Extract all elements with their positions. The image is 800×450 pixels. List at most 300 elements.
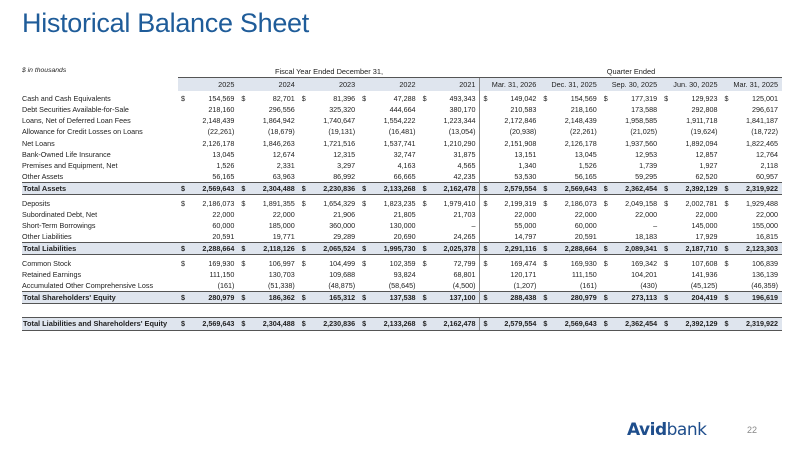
cell-value: 177,319 [631, 93, 658, 103]
cell-value: 111,150 [209, 269, 235, 279]
table-cell [601, 291, 661, 304]
table-cell [420, 160, 480, 171]
cell-value: 104,499 [329, 259, 356, 269]
table-cell [299, 220, 359, 231]
cell-value: 2,049,158 [625, 198, 658, 208]
cell-value: 2,133,268 [383, 183, 416, 193]
currency-symbol: $ [241, 292, 246, 302]
cell-value: 280,979 [208, 292, 235, 302]
table-cell [480, 220, 540, 231]
table-row [22, 104, 782, 115]
cell-value: 2,569,643 [202, 319, 235, 329]
table-cell [661, 269, 721, 280]
table-cell [540, 291, 600, 304]
cell-value: 120,171 [510, 269, 537, 279]
cell-value: 1,958,585 [625, 116, 658, 126]
table-cell [299, 149, 359, 160]
currency-symbol: $ [664, 319, 669, 329]
row-label: Other Liabilities [22, 231, 72, 241]
cell-value: 2,291,116 [504, 244, 537, 254]
table-row [22, 195, 782, 209]
cell-value: 21,805 [393, 209, 416, 219]
row-label: Short-Term Borrowings [22, 220, 96, 230]
currency-symbol: $ [241, 198, 246, 208]
currency-symbol: $ [362, 259, 367, 269]
table-cell [178, 242, 238, 255]
cell-value: (16,481) [388, 127, 416, 137]
table-cell [359, 231, 419, 242]
cell-value: 169,474 [510, 259, 537, 269]
table-cell [480, 242, 540, 255]
table-cell [178, 182, 238, 195]
cell-value: 1,823,235 [383, 198, 416, 208]
cell-value: 12,953 [635, 149, 658, 159]
cell-value: 81,396 [333, 93, 356, 103]
table-cell [722, 220, 782, 231]
table-cell [299, 269, 359, 280]
cell-value: 493,343 [449, 93, 476, 103]
table-cell [480, 269, 540, 280]
currency-symbol: $ [483, 93, 488, 103]
cell-value: 1,841,187 [746, 116, 778, 126]
currency-symbol: $ [483, 319, 488, 329]
row-label: Subordinated Debt, Net [22, 209, 98, 219]
currency-symbol: $ [664, 259, 669, 269]
total-row [22, 182, 782, 195]
table-row [22, 280, 782, 291]
cell-value: 59,295 [635, 171, 658, 181]
table-cell [722, 242, 782, 255]
table-row [22, 138, 782, 149]
currency-symbol: $ [301, 244, 306, 254]
cell-value: 14,797 [514, 231, 537, 241]
table-cell [238, 160, 298, 171]
currency-symbol: $ [362, 198, 367, 208]
cell-value: 296,556 [268, 104, 295, 114]
table-cell [178, 104, 238, 115]
balance-sheet-body [22, 91, 782, 330]
cell-value: 173,588 [631, 104, 658, 114]
cell-value: 1,911,718 [686, 116, 718, 126]
table-cell [722, 195, 782, 209]
cell-value: 19,771 [272, 231, 295, 241]
page-number: 22 [747, 425, 758, 435]
table-cell [178, 160, 238, 171]
cell-value: 60,000 [212, 220, 235, 230]
cell-value: 218,160 [208, 104, 235, 114]
currency-symbol: $ [543, 183, 548, 193]
cell-value: 2,288,664 [202, 244, 235, 254]
table-cell [722, 269, 782, 280]
cell-value: 149,042 [510, 93, 537, 103]
currency-symbol: $ [422, 183, 427, 193]
row-label: Allowance for Credit Losses on Loans [22, 127, 143, 137]
cell-value: 196,619 [752, 292, 778, 302]
cell-value: 130,000 [389, 220, 416, 230]
table-cell [601, 149, 661, 160]
cell-value: 1,721,516 [323, 138, 356, 148]
cell-value: 1,927 [699, 160, 718, 170]
cell-value: 2,304,488 [262, 319, 295, 329]
cell-value: 1,995,730 [383, 244, 416, 254]
cell-value: 22,000 [574, 209, 597, 219]
table-cell [480, 160, 540, 171]
cell-value: (51,338) [268, 280, 295, 290]
table-cell [722, 318, 782, 331]
table-cell [540, 318, 600, 331]
cell-value: 380,170 [449, 104, 476, 114]
cell-value: 1,929,488 [746, 198, 778, 208]
table-cell [480, 115, 540, 126]
table-cell [661, 149, 721, 160]
table-cell [299, 318, 359, 331]
currency-symbol: $ [483, 292, 488, 302]
cell-value: 21,703 [453, 209, 476, 219]
cell-value: 2,148,439 [202, 116, 235, 126]
cell-value: 2,186,073 [564, 198, 597, 208]
table-cell [299, 104, 359, 115]
cell-value: 137,538 [389, 292, 416, 302]
cell-value: 2,569,643 [564, 319, 597, 329]
cell-value: 42,235 [453, 171, 476, 181]
table-cell [178, 231, 238, 242]
cell-value: 63,963 [272, 171, 295, 181]
cell-value: 2,392,129 [685, 319, 718, 329]
table-cell [359, 255, 419, 269]
row-label: Common Stock [22, 259, 72, 269]
table-cell [238, 318, 298, 331]
cell-value: 1,526 [578, 160, 597, 170]
currency-symbol: $ [724, 93, 729, 103]
cell-value: – [471, 220, 476, 230]
cell-value: 22,000 [212, 209, 235, 219]
cell-value: 20,591 [212, 231, 235, 241]
table-cell [238, 220, 298, 231]
cell-value: 130,703 [268, 269, 295, 279]
table-cell [178, 138, 238, 149]
cell-value: 12,857 [695, 149, 718, 159]
table-cell [238, 182, 298, 195]
currency-symbol: $ [362, 93, 367, 103]
table-cell [420, 171, 480, 182]
table-cell [540, 231, 600, 242]
cell-value: 22,000 [514, 209, 537, 219]
cell-value: 3,297 [337, 160, 356, 170]
table-cell [601, 182, 661, 195]
cell-value: 444,664 [389, 104, 416, 114]
table-cell [238, 149, 298, 160]
row-label: Deposits [22, 198, 50, 208]
table-cell [420, 255, 480, 269]
table-cell [178, 209, 238, 220]
table-row [22, 220, 782, 231]
cell-value: 2,579,554 [504, 319, 537, 329]
cell-value: – [653, 220, 658, 230]
cell-value: 1,739 [639, 160, 658, 170]
currency-symbol: $ [181, 244, 185, 254]
cell-value: (18,679) [268, 127, 295, 137]
cell-value: 22,000 [272, 209, 295, 219]
currency-symbol: $ [724, 319, 729, 329]
table-cell [480, 126, 540, 137]
currency-symbol: $ [483, 244, 488, 254]
table-cell [178, 171, 238, 182]
currency-symbol: $ [664, 292, 669, 302]
table-cell [480, 171, 540, 182]
row-spacer [22, 304, 782, 318]
table-cell [480, 195, 540, 209]
table-cell [661, 115, 721, 126]
cell-value: 129,923 [691, 93, 718, 103]
currency-symbol: $ [422, 259, 427, 269]
currency-symbol: $ [483, 259, 488, 269]
currency-symbol: $ [603, 259, 608, 269]
cell-value: 2,118,126 [263, 244, 295, 254]
table-cell [540, 115, 600, 126]
cell-value: 204,419 [691, 292, 718, 302]
table-cell [359, 280, 419, 291]
table-cell [540, 171, 600, 182]
currency-symbol: $ [543, 244, 548, 254]
currency-symbol: $ [724, 244, 729, 254]
cell-value: 296,617 [752, 104, 778, 114]
cell-value: 2,579,554 [504, 183, 537, 193]
cell-value: 22,000 [635, 209, 658, 219]
table-cell [722, 209, 782, 220]
cell-value: 1,892,094 [685, 138, 718, 148]
cell-value: 136,139 [752, 269, 778, 279]
table-cell [238, 255, 298, 269]
table-cell [722, 231, 782, 242]
table-cell [661, 91, 721, 104]
currency-symbol: $ [724, 198, 729, 208]
column-header: 2023 [299, 77, 359, 91]
table-cell [359, 195, 419, 209]
currency-symbol: $ [241, 319, 246, 329]
cell-value: 137,100 [449, 292, 476, 302]
currency-symbol: $ [181, 198, 185, 208]
currency-symbol: $ [664, 93, 669, 103]
balance-sheet-table [22, 66, 782, 331]
cell-value: 2,230,836 [323, 319, 356, 329]
label-column-header [22, 77, 178, 91]
cell-value: 2,148,439 [564, 116, 597, 126]
cell-value: 2,151,908 [504, 138, 537, 148]
currency-symbol: $ [241, 183, 246, 193]
table-cell [359, 291, 419, 304]
cell-value: 2,065,524 [323, 244, 356, 254]
table-cell [540, 269, 600, 280]
table-cell [722, 255, 782, 269]
cell-value: 18,183 [635, 231, 658, 241]
cell-value: (19,624) [690, 127, 718, 137]
cell-value: 106,997 [268, 259, 295, 269]
cell-value: (45,125) [690, 280, 718, 290]
currency-symbol: $ [301, 319, 306, 329]
cell-value: 17,929 [695, 231, 718, 241]
cell-value: 125,001 [752, 93, 778, 103]
cell-value: 1,537,741 [383, 138, 416, 148]
table-cell [480, 104, 540, 115]
cell-value: 53,530 [514, 171, 537, 181]
currency-symbol: $ [664, 183, 669, 193]
table-cell [722, 171, 782, 182]
cell-value: 22,000 [756, 209, 778, 219]
table-cell [540, 149, 600, 160]
table-cell [178, 280, 238, 291]
row-label: Debt Securities Available-for-Sale [22, 104, 129, 114]
column-header-row [22, 77, 782, 91]
cell-value: 292,808 [691, 104, 718, 114]
table-cell [661, 182, 721, 195]
table-row [22, 255, 782, 269]
cell-value: 2,002,781 [685, 198, 718, 208]
table-cell [359, 138, 419, 149]
currency-symbol: $ [543, 259, 548, 269]
cell-value: (4,500) [452, 280, 476, 290]
cell-value: 55,000 [514, 220, 537, 230]
cell-value: 1,822,465 [746, 138, 778, 148]
table-cell [420, 138, 480, 149]
table-row [22, 171, 782, 182]
table-cell [299, 115, 359, 126]
currency-symbol: $ [664, 244, 669, 254]
cell-value: 2,569,643 [564, 183, 597, 193]
table-cell [480, 91, 540, 104]
table-cell [601, 91, 661, 104]
cell-value: 12,764 [756, 149, 778, 159]
total-row [22, 318, 782, 331]
cell-value: 56,165 [574, 171, 597, 181]
cell-value: 1,223,344 [443, 116, 476, 126]
column-group-row [22, 66, 782, 77]
table-cell [601, 242, 661, 255]
table-cell [299, 291, 359, 304]
table-cell [661, 255, 721, 269]
cell-value: 169,342 [631, 259, 658, 269]
table-row [22, 149, 782, 160]
table-cell [359, 242, 419, 255]
table-cell [420, 269, 480, 280]
table-cell [359, 182, 419, 195]
table-cell [178, 115, 238, 126]
table-cell [238, 195, 298, 209]
table-cell [238, 126, 298, 137]
table-cell [540, 209, 600, 220]
cell-value: (58,645) [388, 280, 416, 290]
table-cell [722, 160, 782, 171]
currency-symbol: $ [422, 198, 427, 208]
fiscal-year-group-header: Fiscal Year Ended December 31, [178, 66, 480, 77]
cell-value: 2,230,836 [323, 183, 356, 193]
cell-value: 1,891,355 [262, 198, 295, 208]
column-header: 2022 [359, 77, 419, 91]
cell-value: 16,815 [756, 231, 778, 241]
column-header: Mar. 31, 2026 [480, 77, 540, 91]
table-row [22, 269, 782, 280]
currency-symbol: $ [422, 319, 427, 329]
table-cell [540, 242, 600, 255]
table-cell [420, 149, 480, 160]
cell-value: 2,362,454 [625, 319, 658, 329]
cell-value: 1,740,647 [323, 116, 356, 126]
cell-value: (161) [217, 280, 235, 290]
cell-value: 2,089,341 [625, 244, 658, 254]
currency-symbol: $ [301, 198, 306, 208]
cell-value: 56,165 [212, 171, 235, 181]
table-cell [359, 220, 419, 231]
cell-value: 154,569 [208, 93, 235, 103]
row-label: Total Shareholders' Equity [22, 291, 178, 304]
table-cell [299, 182, 359, 195]
table-cell [540, 195, 600, 209]
column-header: Sep. 30, 2025 [601, 77, 661, 91]
cell-value: 68,801 [453, 269, 476, 279]
table-cell [420, 126, 480, 137]
table-cell [178, 318, 238, 331]
table-cell [420, 195, 480, 209]
cell-value: 21,906 [333, 209, 356, 219]
cell-value: 13,151 [514, 149, 537, 159]
currency-symbol: $ [543, 93, 548, 103]
table-cell [420, 220, 480, 231]
cell-value: 185,000 [268, 220, 295, 230]
cell-value: (21,025) [630, 127, 658, 137]
cell-value: 20,591 [574, 231, 597, 241]
currency-symbol: $ [603, 198, 608, 208]
table-cell [540, 220, 600, 231]
row-label: Other Assets [22, 171, 64, 181]
cell-value: (19,131) [328, 127, 356, 137]
table-cell [540, 182, 600, 195]
currency-symbol: $ [724, 183, 729, 193]
cell-value: 210,583 [510, 104, 537, 114]
table-cell [661, 160, 721, 171]
table-cell [601, 126, 661, 137]
currency-symbol: $ [724, 292, 729, 302]
table-cell [238, 209, 298, 220]
currency-symbol: $ [362, 319, 367, 329]
table-cell [601, 318, 661, 331]
currency-symbol: $ [241, 93, 246, 103]
column-header: Jun. 30, 2025 [661, 77, 721, 91]
table-cell [299, 209, 359, 220]
cell-value: (161) [579, 280, 597, 290]
cell-value: (22,261) [207, 127, 235, 137]
table-cell [661, 220, 721, 231]
cell-value: 102,359 [389, 259, 416, 269]
currency-symbol: $ [603, 319, 608, 329]
table-cell [420, 91, 480, 104]
table-cell [480, 149, 540, 160]
table-cell [601, 195, 661, 209]
cell-value: 169,930 [570, 259, 597, 269]
cell-value: 1,554,222 [383, 116, 416, 126]
currency-symbol: $ [181, 292, 185, 302]
table-cell [299, 242, 359, 255]
table-cell [480, 138, 540, 149]
table-cell [661, 104, 721, 115]
table-cell [359, 160, 419, 171]
table-cell [722, 182, 782, 195]
cell-value: (18,722) [751, 127, 778, 137]
table-cell [359, 269, 419, 280]
table-cell [420, 280, 480, 291]
quarter-group-header: Quarter Ended [480, 66, 782, 77]
table-cell [178, 195, 238, 209]
table-cell [359, 91, 419, 104]
cell-value: 1,210,290 [443, 138, 476, 148]
